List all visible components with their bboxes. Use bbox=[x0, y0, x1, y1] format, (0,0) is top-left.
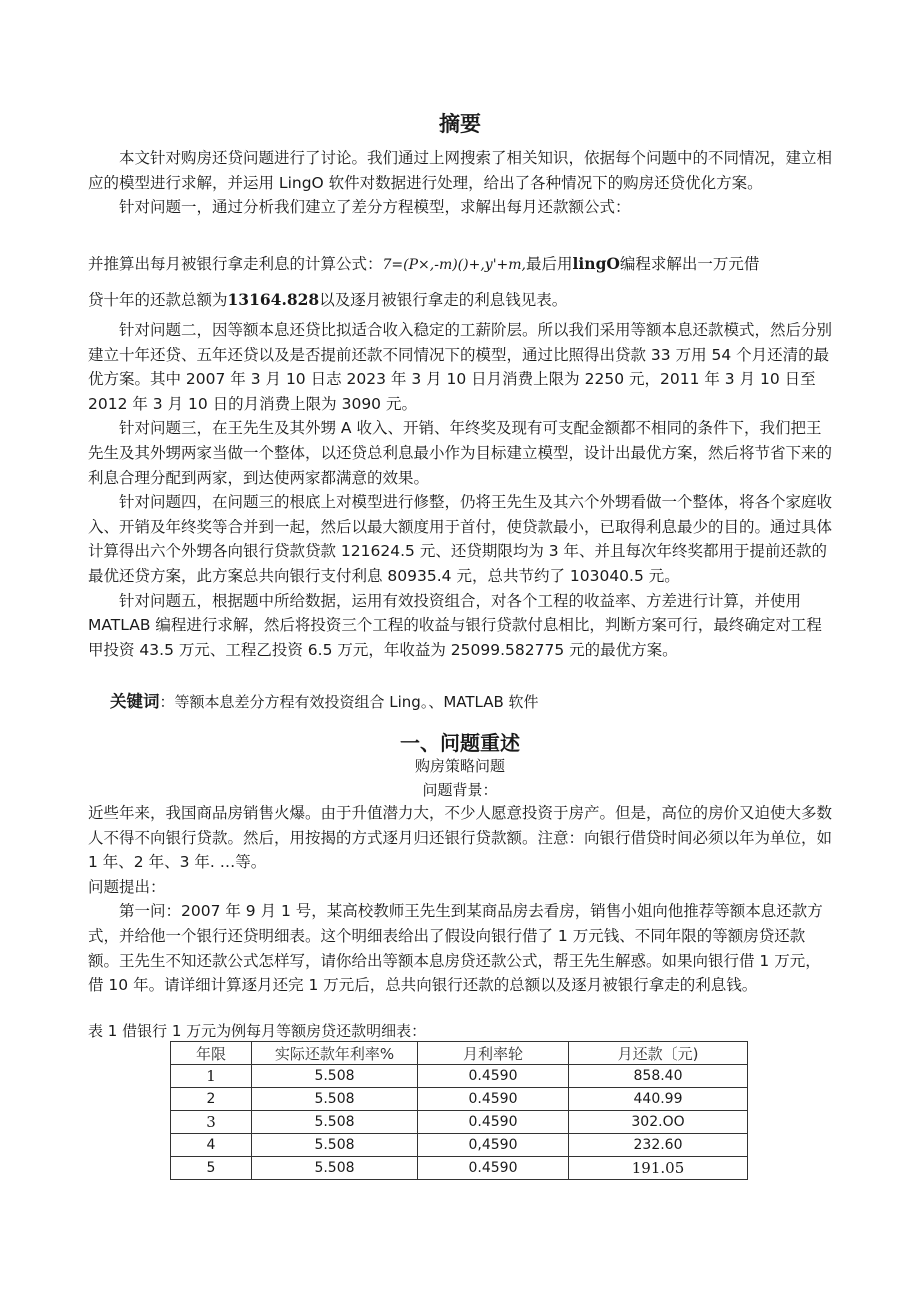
interest-formula: 7=(P×,-m)()+,y'+m, bbox=[382, 257, 527, 273]
repayment-table bbox=[170, 1041, 748, 1180]
section-subtitle: 购房策略问题 bbox=[414, 757, 505, 775]
abstract-title: 摘要 bbox=[439, 112, 481, 136]
abstract-body bbox=[88, 146, 833, 220]
keywords-text: ：等额本息差分方程有效投资组合 Ling。、MATLAB 软件 bbox=[159, 693, 539, 711]
formula-prefix: 并推算出每月被银行拿走利息的计算公式： bbox=[88, 255, 383, 273]
header-annual-rate: 实际还款年利率% bbox=[252, 1042, 418, 1065]
abstract-paragraph-q5: 针对问题五，根据题中所给数据，运用有效投资组合，对各个工程的收益率、方差进行计算，并使用 MATLAB 编程进行求解，然后将投资三个工程的收益与银行贷款付息相比，判断方案可行，最终确定对工程甲投资 43.5 万元、工程乙投资 6.5 万元，年收益为 25099.582775 元的最优方案。 bbox=[88, 591, 822, 659]
cell-monthly-payment: 858.40 bbox=[569, 1065, 748, 1088]
lingo-name: lingO bbox=[572, 254, 620, 273]
background-text: 近些年来，我国商品房销售火爆。由于升值潜力大，不少人愿意投资于房产。但是，高位的房价又迫使大多数人不得不向银行贷款。然后，用按揭的方式逐月归还银行贷款额。注意：向银行借贷时间必须以年为单位，如 1 年、2 年、3 年. …等。 bbox=[88, 804, 833, 872]
table-row bbox=[171, 1134, 748, 1157]
cell-monthly-payment: 302.OO bbox=[569, 1111, 748, 1134]
table-caption: 表 1 借银行 1 万元为例每月等额房贷还款明细表： bbox=[88, 1022, 427, 1040]
cell-annual-rate: 5.508 bbox=[252, 1088, 418, 1111]
header-monthly-payment: 月还款〔元) bbox=[569, 1042, 748, 1065]
cell-years: 1 bbox=[171, 1065, 252, 1088]
abstract-paragraph-q2: 针对问题二，因等额本息还贷比拟适合收入稳定的工薪阶层。所以我们采用等额本息还款模式，然后分别建立十年还贷、五年还贷以及是否提前还款不同情况下的模型，通过比照得出贷款 33 万用 54 个月还清的最优方案。其中 2007 年 3 月 10 日志 2023 年 3 月 10 日月消费上限为 2250 元，2011 年 3 月 10 日至 2012 年 3 月 10 日的月消费上限为 3090 元。 bbox=[88, 321, 833, 413]
table-row bbox=[171, 1065, 748, 1088]
abstract-body-continued bbox=[88, 318, 833, 662]
cell-monthly-rate: 0,4590 bbox=[418, 1134, 569, 1157]
formula-mid: 最后用 bbox=[526, 255, 573, 273]
background-body bbox=[88, 801, 833, 998]
abstract-paragraph-q3: 针对问题三，在王先生及其外甥 A 收入、开销、年终奖及现有可支配金额都不相同的条件下，我们把王先生及其外甥两家当做一个整体，以还贷总利息最小作为目标建立模型，设计出最优方案，然后将节省下来的利息合理分配到两家，到达使两家都满意的效果。 bbox=[88, 419, 833, 487]
cell-annual-rate: 5.508 bbox=[252, 1157, 418, 1180]
cell-annual-rate: 5.508 bbox=[252, 1134, 418, 1157]
abstract-total-line bbox=[88, 288, 833, 312]
cell-monthly-payment: 191.05 bbox=[569, 1157, 748, 1180]
cell-annual-rate: 5.508 bbox=[252, 1065, 418, 1088]
cell-years: 3 bbox=[171, 1111, 252, 1134]
cell-annual-rate: 5.508 bbox=[252, 1111, 418, 1134]
question-text: 第一问：2007 年 9 月 1 号，某高校教师王先生到某商品房去看房，销售小姐向他推荐等额本息还款方式，并给他一个银行还贷明细表。这个明细表给出了假设向银行借了 1 万元钱、不同年限的等额房贷还款额。王先生不知还款公式怎样写，请你给出等额本息房贷还款公式，帮王先生解惑。如果向银行借 1 万元，借 10 年。请详细计算逐月还完 1 万元后，总共向银行还款的总额以及逐月被银行拿走的利息钱。 bbox=[88, 902, 823, 995]
header-years: 年限 bbox=[171, 1042, 252, 1065]
background-label: 问题背景： bbox=[422, 781, 498, 799]
cell-years: 2 bbox=[171, 1088, 252, 1111]
cell-monthly-payment: 440.99 bbox=[569, 1088, 748, 1111]
table-header-row bbox=[171, 1042, 748, 1065]
cell-monthly-rate: 0.4590 bbox=[418, 1157, 569, 1180]
table-row bbox=[171, 1088, 748, 1111]
section-heading: 一、问题重述 bbox=[400, 731, 520, 755]
formula-suffix: 编程求解出一万元借 bbox=[619, 255, 760, 273]
question-label: 问题提出： bbox=[88, 877, 166, 896]
header-monthly-rate: 月利率轮 bbox=[418, 1042, 569, 1065]
cell-monthly-rate: 0.4590 bbox=[418, 1111, 569, 1134]
keywords-label: 关键词 bbox=[110, 692, 160, 711]
abstract-paragraph-q4: 针对问题四，在问题三的根底上对模型进行修整，仍将王先生及其六个外甥看做一个整体，将各个家庭收入、开销及年终奖等合并到一起，然后以最大额度用于首付，使贷款最小，已取得利息最少的目的。通过具体计算得出六个外甥各向银行贷款贷款 121624.5 元、还贷期限均为 3 年、并且每次年终奖都用于提前还款的最优还贷方案，此方案总共向银行支付利息 80935.4 元，总共节约了 103040.5 元。 bbox=[88, 493, 833, 585]
abstract-paragraph-1: 本文针对购房还贷问题进行了讨论。我们通过上网搜索了相关知识，依据每个问题中的不同情况，建立相应的模型进行求解，并运用 LingO 软件对数据进行处理，给出了各种情况下的购房还贷优化方案。 bbox=[88, 149, 833, 192]
cell-monthly-rate: 0.4590 bbox=[418, 1088, 569, 1111]
abstract-paragraph-2: 针对问题一，通过分析我们建立了差分方程模型，求解出每月还款额公式： bbox=[119, 198, 631, 217]
total-suffix: 以及逐月被银行拿走的利息钱见表。 bbox=[319, 291, 568, 309]
keywords-line bbox=[110, 688, 539, 712]
cell-monthly-payment: 232.60 bbox=[569, 1134, 748, 1157]
table-row bbox=[171, 1157, 748, 1180]
total-amount: 13164.828 bbox=[227, 290, 320, 309]
table-row bbox=[171, 1111, 748, 1134]
abstract-formula-line bbox=[88, 252, 833, 277]
total-prefix: 贷十年的还款总额为 bbox=[88, 291, 228, 309]
cell-years: 5 bbox=[171, 1157, 252, 1180]
cell-years: 4 bbox=[171, 1134, 252, 1157]
cell-monthly-rate: 0.4590 bbox=[418, 1065, 569, 1088]
